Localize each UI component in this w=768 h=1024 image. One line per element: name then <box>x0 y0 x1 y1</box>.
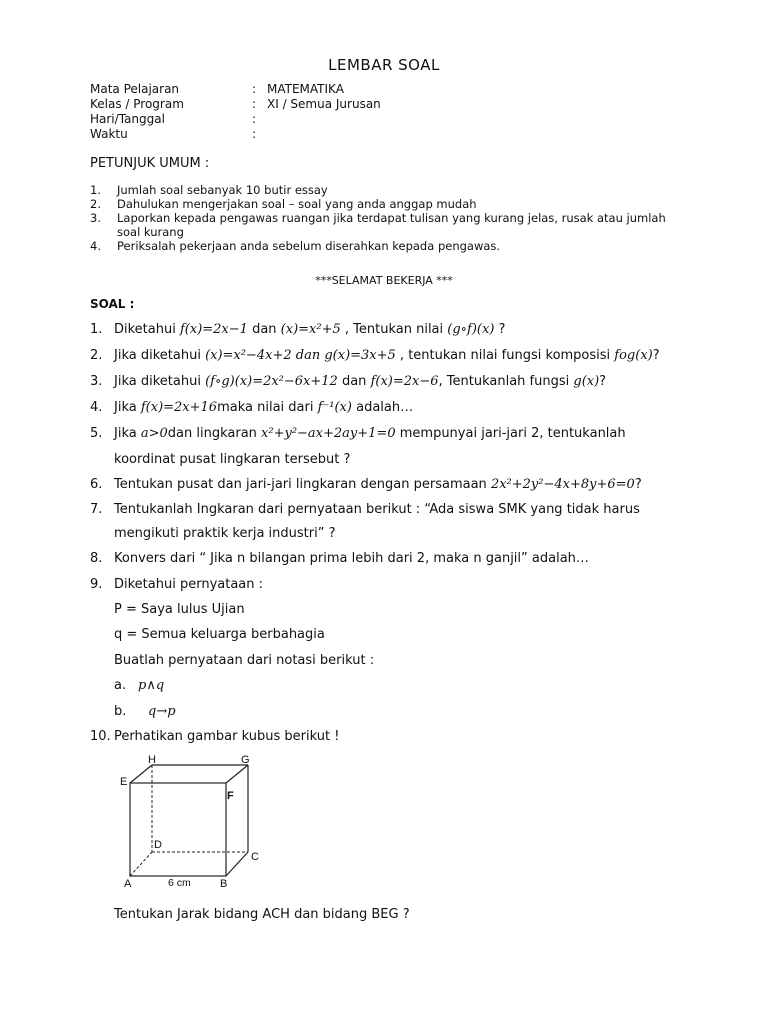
cube-diagram <box>118 755 268 890</box>
question-text: mempunyai jari-jari 2, tentukanlah <box>395 426 626 441</box>
info-colon: : <box>252 97 257 111</box>
math-expression: f⁻¹(x) <box>317 400 352 415</box>
question-9 <box>90 577 263 592</box>
greeting-line: ***SELAMAT BEKERJA *** <box>315 274 453 287</box>
instruction-text: Jumlah soal sebanyak 10 butir essay <box>117 183 328 197</box>
instruction-number: 3. <box>90 211 101 225</box>
question-number: 5. <box>90 426 103 441</box>
question-8 <box>90 551 589 566</box>
instruction-text: Dahulukan mengerjakan soal – soal yang anda anggap mudah <box>117 197 477 211</box>
math-expression: (x)=x²+5 <box>280 322 341 337</box>
question-text: ? <box>494 322 506 337</box>
instruction-item <box>90 211 690 239</box>
question-number: 8. <box>90 551 103 566</box>
question-text: Jika <box>114 400 141 415</box>
math-expression: f(x)=2x−1 <box>179 322 248 337</box>
math-expression: (g∘f)(x) <box>447 322 495 337</box>
cube-side-length: 6 cm <box>168 877 191 889</box>
question-5 <box>90 426 626 441</box>
question-text: adalah… <box>351 400 414 415</box>
question-text: Diketahui pernyataan : <box>114 577 264 592</box>
page-title: LEMBAR SOAL <box>328 56 440 74</box>
question-text: , Tentukan nilai <box>340 322 448 337</box>
info-colon: : <box>252 112 257 126</box>
question-number: 6. <box>90 477 103 492</box>
info-label: Hari/Tanggal <box>90 112 165 126</box>
question-1 <box>90 322 505 337</box>
question-text: Tentukanlah Ingkaran dari pernyataan berikut : “Ada siswa SMK yang tidak harus <box>114 502 640 517</box>
info-colon: : <box>252 127 257 141</box>
cube-label-D: D <box>154 839 162 851</box>
info-value: MATEMATIKA <box>267 82 344 96</box>
math-expression: q→p <box>148 704 176 719</box>
question-text: dan lingkaran <box>167 426 262 441</box>
questions-heading: SOAL : <box>90 297 135 311</box>
cube-label-B: B <box>220 878 228 890</box>
notation-a <box>114 678 164 693</box>
instruction-number: 2. <box>90 197 101 211</box>
instruction-item <box>90 239 690 253</box>
question-7 <box>90 502 640 517</box>
option-label: a. <box>114 678 127 693</box>
question-text: Diketahui <box>114 322 180 337</box>
question-number: 10. <box>90 729 111 744</box>
cube-edge-FG <box>226 765 248 783</box>
cube-front-face <box>130 783 226 876</box>
cube-label-G: G <box>241 755 250 766</box>
cube-label-F: F <box>227 790 234 802</box>
question-text: Jika <box>114 426 141 441</box>
math-expression: fog(x) <box>614 348 653 363</box>
question-2 <box>90 348 660 363</box>
statement-p: P = Saya lulus Ujian <box>114 602 245 617</box>
question-text: maka nilai dari <box>217 400 318 415</box>
question-text: dan <box>247 322 281 337</box>
info-label: Kelas / Program <box>90 97 184 111</box>
math-expression: 2x²+2y²−4x+8y+6=0 <box>490 477 635 492</box>
cube-label-H: H <box>148 755 156 766</box>
notation-b <box>114 704 176 719</box>
question-10-prompt: Tentukan Jarak bidang ACH dan bidang BEG ? <box>114 907 410 922</box>
math-expression: f(x)=2x−6 <box>370 374 439 389</box>
cube-edge-BC <box>226 852 248 876</box>
question-number: 2. <box>90 348 103 363</box>
question-6 <box>90 477 642 492</box>
question-text: ? <box>652 348 660 363</box>
notation-instruction: Buatlah pernyataan dari notasi berikut : <box>114 653 375 668</box>
question-text: Perhatikan gambar kubus berikut ! <box>114 729 340 744</box>
question-number: 3. <box>90 374 103 389</box>
question-text: Jika diketahui <box>114 348 206 363</box>
math-expression: x²+y²−ax+2ay+1=0 <box>261 426 396 441</box>
instruction-text: Periksalah pekerjaan anda sebelum diserahkan kepada pengawas. <box>117 239 501 253</box>
instructions-heading: PETUNJUK UMUM : <box>90 156 210 171</box>
question-3 <box>90 374 606 389</box>
math-expression: g(x) <box>573 374 600 389</box>
info-colon: : <box>252 82 257 96</box>
question-text: Konvers dari “ Jika n bilangan prima lebih dari 2, maka n ganjil” adalah… <box>114 551 589 566</box>
instruction-text: Laporkan kepada pengawas ruangan jika terdapat tulisan yang kurang jelas, rusak atau jumlah soal kurang <box>117 211 666 239</box>
cube-label-A: A <box>124 878 132 890</box>
question-text: ? <box>634 477 642 492</box>
question-7-continuation: mengikuti praktik kerja industri” ? <box>114 526 336 541</box>
option-label: b. <box>114 704 127 719</box>
instruction-number: 1. <box>90 183 101 197</box>
cube-label-E: E <box>120 776 128 788</box>
info-label: Waktu <box>90 127 128 141</box>
instruction-number: 4. <box>90 239 101 253</box>
math-expression: f(x)=2x+16 <box>140 400 218 415</box>
math-expression: a>0 <box>140 426 168 441</box>
question-text: Tentukan pusat dan jari-jari lingkaran dengan persamaan <box>114 477 491 492</box>
question-number: 7. <box>90 502 103 517</box>
statement-q: q = Semua keluarga berbahagia <box>114 627 325 642</box>
info-value: XI / Semua Jurusan <box>267 97 381 111</box>
question-text: ? <box>599 374 607 389</box>
question-number: 9. <box>90 577 103 592</box>
info-label: Mata Pelajaran <box>90 82 180 96</box>
instruction-item <box>90 183 690 197</box>
question-text: , Tentukanlah fungsi <box>438 374 574 389</box>
cube-edge-EH <box>130 765 152 783</box>
question-5-continuation: koordinat pusat lingkaran tersebut ? <box>114 452 351 467</box>
question-10 <box>90 729 339 744</box>
question-4 <box>90 400 413 415</box>
instructions-list <box>90 183 690 253</box>
cube-label-C: C <box>251 851 259 863</box>
math-expression: (f∘g)(x)=2x²−6x+12 <box>205 374 338 389</box>
question-number: 4. <box>90 400 103 415</box>
math-expression: p∧q <box>138 678 165 693</box>
instruction-item <box>90 197 690 211</box>
question-number: 1. <box>90 322 103 337</box>
cube-hidden-edge-AD <box>130 852 152 876</box>
question-text: Jika diketahui <box>114 374 206 389</box>
math-expression: (x)=x²−4x+2 dan g(x)=3x+5 <box>205 348 396 363</box>
question-text: dan <box>337 374 371 389</box>
question-text: , tentukan nilai fungsi komposisi <box>395 348 615 363</box>
